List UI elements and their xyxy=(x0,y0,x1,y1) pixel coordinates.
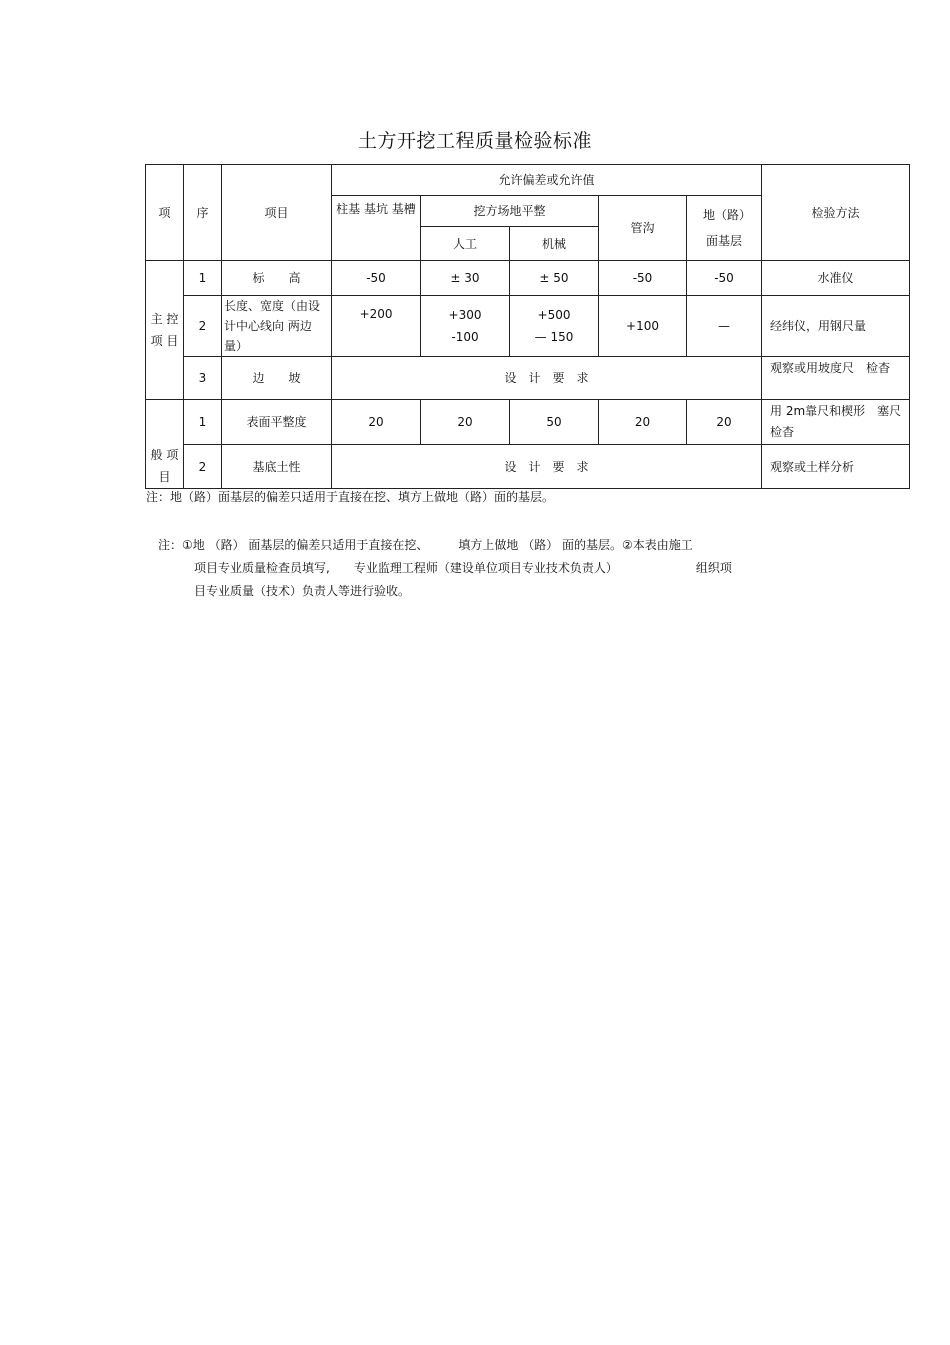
row-pile-value: 20 xyxy=(332,400,421,445)
row-base-value: 20 xyxy=(687,400,762,445)
header-pile-pit: 柱基 基坑 基槽 xyxy=(332,196,421,261)
header-allowance: 允许偏差或允许值 xyxy=(332,165,762,196)
header-item-group: 项 xyxy=(146,165,184,261)
row-base-value: -50 xyxy=(687,261,762,296)
remarks-block xyxy=(158,534,732,603)
group-general: 般 项 目 xyxy=(146,400,184,489)
group-main-control: 主 控 项 目 xyxy=(146,261,184,400)
header-trench: 管沟 xyxy=(599,196,687,261)
row-seq: 2 xyxy=(184,296,222,357)
row-trench-value: -50 xyxy=(599,261,687,296)
inspection-standard-table xyxy=(145,164,910,489)
row-item: 基底土性 xyxy=(222,445,332,489)
row-item: 表面平整度 xyxy=(222,400,332,445)
header-item: 项目 xyxy=(222,165,332,261)
row-trench-value: 20 xyxy=(599,400,687,445)
header-machine: 机械 xyxy=(510,227,599,261)
remarks-line: 目专业质量（技术）负责人等进行验收。 xyxy=(194,584,411,598)
row-trench-value: +100 xyxy=(599,296,687,357)
row-method: 经纬仪，用钢尺量 xyxy=(762,296,910,357)
row-item: 边 坡 xyxy=(222,357,332,400)
row-base-value: — xyxy=(687,296,762,357)
row-method: 观察或用坡度尺 检杳 xyxy=(762,357,910,400)
row-design-requirement: 设 计 要 求 xyxy=(332,445,762,489)
remarks-line: 项目专业质量检查员填写, 专业监理工程师（建设单位项目专业技术负责人） 组织项 xyxy=(194,561,732,575)
row-item: 长度、宽度（由设计中心线向 两边量） xyxy=(222,296,332,357)
header-seq: 序 xyxy=(184,165,222,261)
row-pile-value: +200 xyxy=(332,296,421,357)
table-footnote: 注：地（路）面基层的偏差只适用于直接在挖、填方上做地（路）面的基层。 xyxy=(146,490,555,504)
row-seq: 2 xyxy=(184,445,222,489)
row-design-requirement: 设 计 要 求 xyxy=(332,357,762,400)
row-seq: 3 xyxy=(184,357,222,400)
header-ground-base: 地（路）面基层 xyxy=(687,196,762,261)
row-manual-value: +300 -100 xyxy=(421,296,510,357)
row-method: 水准仪 xyxy=(762,261,910,296)
row-method: 用 2m靠尺和楔形 塞尺检杳 xyxy=(762,400,910,445)
row-manual-value: ± 30 xyxy=(421,261,510,296)
page-title: 土方开挖工程质量检验标准 xyxy=(357,130,592,152)
row-pile-value: -50 xyxy=(332,261,421,296)
remarks-line: 注：①地 （路） 面基层的偏差只适用于直接在挖、 填方上做地 （路） 面的基层。②本表由施工 xyxy=(158,538,693,552)
row-machine-value: 50 xyxy=(510,400,599,445)
row-machine-value: +500 — 150 xyxy=(510,296,599,357)
row-seq: 1 xyxy=(184,400,222,445)
header-method: 检验方法 xyxy=(762,165,910,261)
header-manual: 人工 xyxy=(421,227,510,261)
row-seq: 1 xyxy=(184,261,222,296)
row-machine-value: ± 50 xyxy=(510,261,599,296)
row-method: 观察或土样分析 xyxy=(762,445,910,489)
row-item: 标 高 xyxy=(222,261,332,296)
header-site-level: 挖方场地平整 xyxy=(421,196,599,227)
row-manual-value: 20 xyxy=(421,400,510,445)
